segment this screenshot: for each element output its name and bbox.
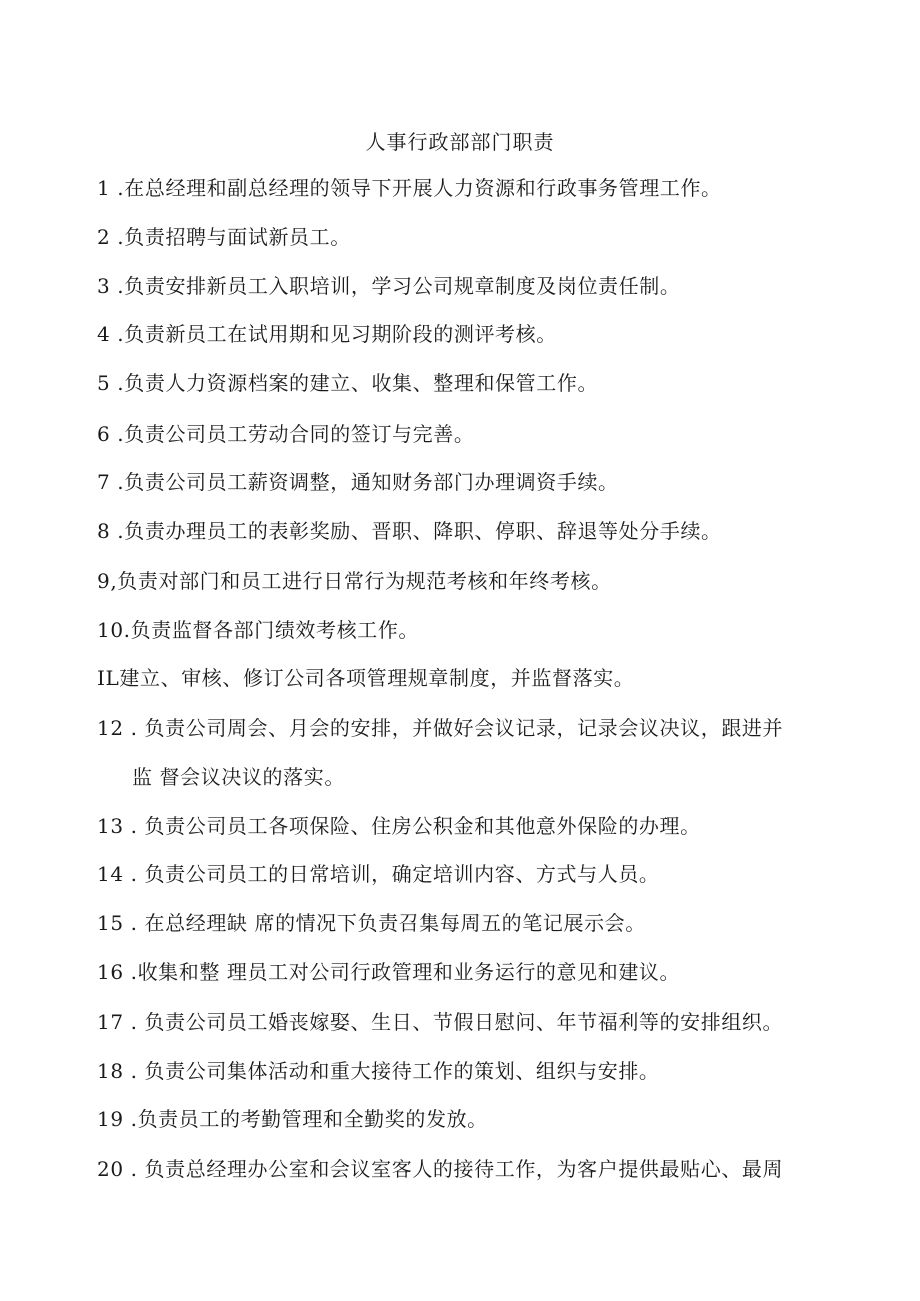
list-item — [97, 273, 680, 299]
item-text: . 负责总经理办公室和会议室客人的接待工作，为客户提供最贴心、最周 — [123, 1157, 784, 1181]
item-text: .负责公司员工劳动合同的签订与完善。 — [110, 422, 475, 446]
item-number: 2 — [97, 225, 111, 249]
item-number: IL — [97, 666, 120, 690]
list-item-continuation: 监 督会议决议的落实。 — [132, 765, 345, 789]
item-text: . 负责公司周会、月会的安排，并做好会议记录，记录会议决议，跟进并 — [123, 716, 784, 740]
list-item — [97, 910, 646, 936]
list-item — [97, 861, 660, 887]
list-item — [97, 370, 598, 396]
item-text: 建立、审核、修订公司各项管理规章制度，并监督落实。 — [119, 666, 635, 690]
item-text: .负责公司员工薪资调整，通知财务部门办理调资手续。 — [110, 470, 619, 494]
item-text: . 负责公司员工各项保险、住房公积金和其他意外保险的办理。 — [123, 814, 701, 838]
item-number: 17 — [97, 1010, 124, 1034]
item-number: 4 — [97, 322, 111, 346]
list-item — [97, 224, 351, 250]
item-text: .负责安排新员工入职培训，学习公司规章制度及岗位责任制。 — [110, 274, 681, 298]
list-item — [97, 715, 783, 741]
list-item — [97, 1106, 488, 1132]
item-text: .负责招聘与面试新员工。 — [110, 225, 351, 249]
item-text: .收集和整 理员工对公司行政管理和业务运行的意见和建议。 — [123, 960, 681, 984]
item-text: . 负责公司员工婚丧嫁娶、生日、节假日慰问、年节福利等的安排组织。 — [123, 1010, 784, 1034]
item-number: 16 — [97, 960, 124, 984]
item-text: .负责新员工在试用期和见习期阶段的测评考核。 — [110, 322, 557, 346]
item-number: 13 — [97, 814, 124, 838]
list-item — [97, 1009, 783, 1035]
item-number: 20 — [97, 1157, 124, 1181]
list-item — [97, 175, 722, 201]
item-number: 3 — [97, 274, 111, 298]
item-text: . 负责公司员工的日常培训，确定培训内容、方式与人员。 — [123, 862, 660, 886]
list-item — [97, 1156, 783, 1182]
list-item — [97, 1058, 660, 1084]
item-text: .负责办理员工的表彰奖励、晋职、降职、停职、辞退等处分手续。 — [110, 519, 722, 543]
item-text: .负责人力资源档案的建立、收集、整理和保管工作。 — [110, 371, 599, 395]
item-number: 6 — [97, 422, 111, 446]
item-number: 9 — [97, 569, 111, 593]
list-item — [97, 959, 680, 985]
item-text: .在总经理和副总经理的领导下开展人力资源和行政事务管理工作。 — [110, 176, 722, 200]
item-number: 5 — [97, 371, 111, 395]
item-text: . 在总经理缺 席的情况下负责召集每周五的笔记展示会。 — [123, 911, 646, 935]
list-item — [97, 469, 619, 495]
item-number: 1 — [97, 176, 111, 200]
list-item — [97, 568, 612, 594]
item-number: 12 — [97, 716, 124, 740]
item-number: 14 — [97, 862, 124, 886]
item-number: 19 — [97, 1107, 124, 1131]
item-text: .负责监督各部门绩效考核工作。 — [123, 618, 420, 642]
list-item — [97, 665, 634, 691]
item-text: . 负责公司集体活动和重大接待工作的策划、组织与安排。 — [123, 1059, 660, 1083]
item-number: 10 — [97, 618, 124, 642]
item-number: 15 — [97, 911, 124, 935]
item-number: 7 — [97, 470, 111, 494]
page-title: 人事行政部部门职责 — [365, 130, 555, 154]
list-item — [97, 518, 722, 544]
item-number: 8 — [97, 519, 111, 543]
item-number: 18 — [97, 1059, 124, 1083]
list-item — [97, 421, 474, 447]
list-item — [97, 321, 557, 347]
list-item — [97, 813, 701, 839]
item-text: .负责员工的考勤管理和全勤奖的发放。 — [123, 1107, 488, 1131]
item-text: ,负责对部门和员工进行日常行为规范考核和年终考核。 — [110, 569, 612, 593]
list-item — [97, 617, 419, 643]
